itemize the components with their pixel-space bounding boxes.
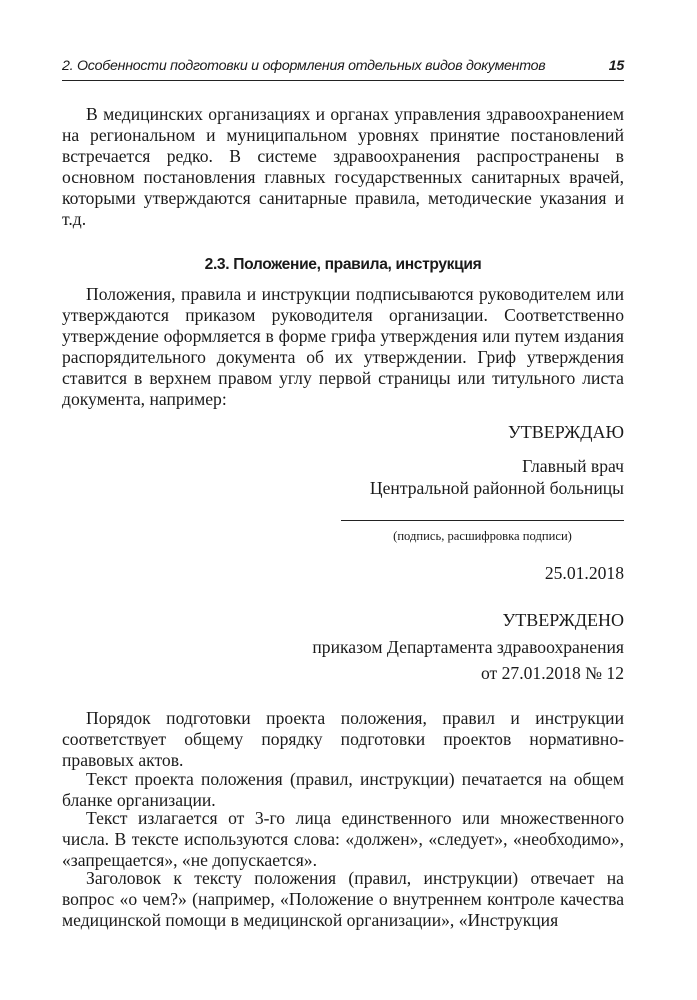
paragraph-preparation: Порядок подготовки проекта положения, правил и инструкции соответствует общему порядку подготовки проектов нормативно-правовых актов. <box>62 708 624 770</box>
stamp-title: УТВЕРЖДАЮ <box>507 422 624 442</box>
section-heading: 2.3. Положение, правила, инструкция <box>204 256 482 273</box>
stamp-organization: Центральной районной больницы <box>369 478 624 498</box>
running-header <box>62 56 624 81</box>
paragraph-title-rules: Заголовок к тексту положения (правил, инструкции) отвечает на вопрос «о чем?» (например, «Положение о внутреннем контроле качества медицинской помощи в медицинской организации», «Инструкция <box>62 868 624 930</box>
signature-caption: (подпись, расшифровка подписи) <box>393 529 572 543</box>
order-title: УТВЕРЖДЕНО <box>502 610 624 630</box>
signature-line <box>341 520 624 521</box>
page-number: 15 <box>608 58 624 74</box>
paragraph-third-person: Текст излагается от 3-го лица единственного или множественного числа. В тексте используются слова: «должен», «следует», «необходимо», «запрещается», «не допускается». <box>62 808 624 870</box>
stamp-position: Главный врач <box>522 456 624 476</box>
paragraph-letterhead: Текст проекта положения (правил, инструкции) печатается на общем бланке организации. <box>62 769 624 810</box>
running-title: 2. Особенности подготовки и оформления отдельных видов документов <box>62 58 546 74</box>
order-text: приказом Департамента здравоохранения <box>312 637 624 657</box>
paragraph-approval-methods: Положения, правила и инструкции подписываются руководителем или утверждаются приказом руководителя организации. Соответственно утверждение оформляется в форме грифа утверждения или путем издания распорядительного документа об их утверждении. Гриф утверждения ставится в верхнем правом углу первой страницы или титульного листа документа, например: <box>62 284 624 409</box>
order-number: от 27.01.2018 № 12 <box>480 663 624 683</box>
stamp-date: 25.01.2018 <box>544 563 624 583</box>
paragraph-resolutions: В медицинских организациях и органах управления здравоохранением на региональном и муниципальном уровнях принятие постановлений встречается редко. В системе здравоохранения распространены в основном постановления главных государственных санитарных врачей, которыми утверждаются санитарные правила, методические указания и т.д. <box>62 104 624 229</box>
